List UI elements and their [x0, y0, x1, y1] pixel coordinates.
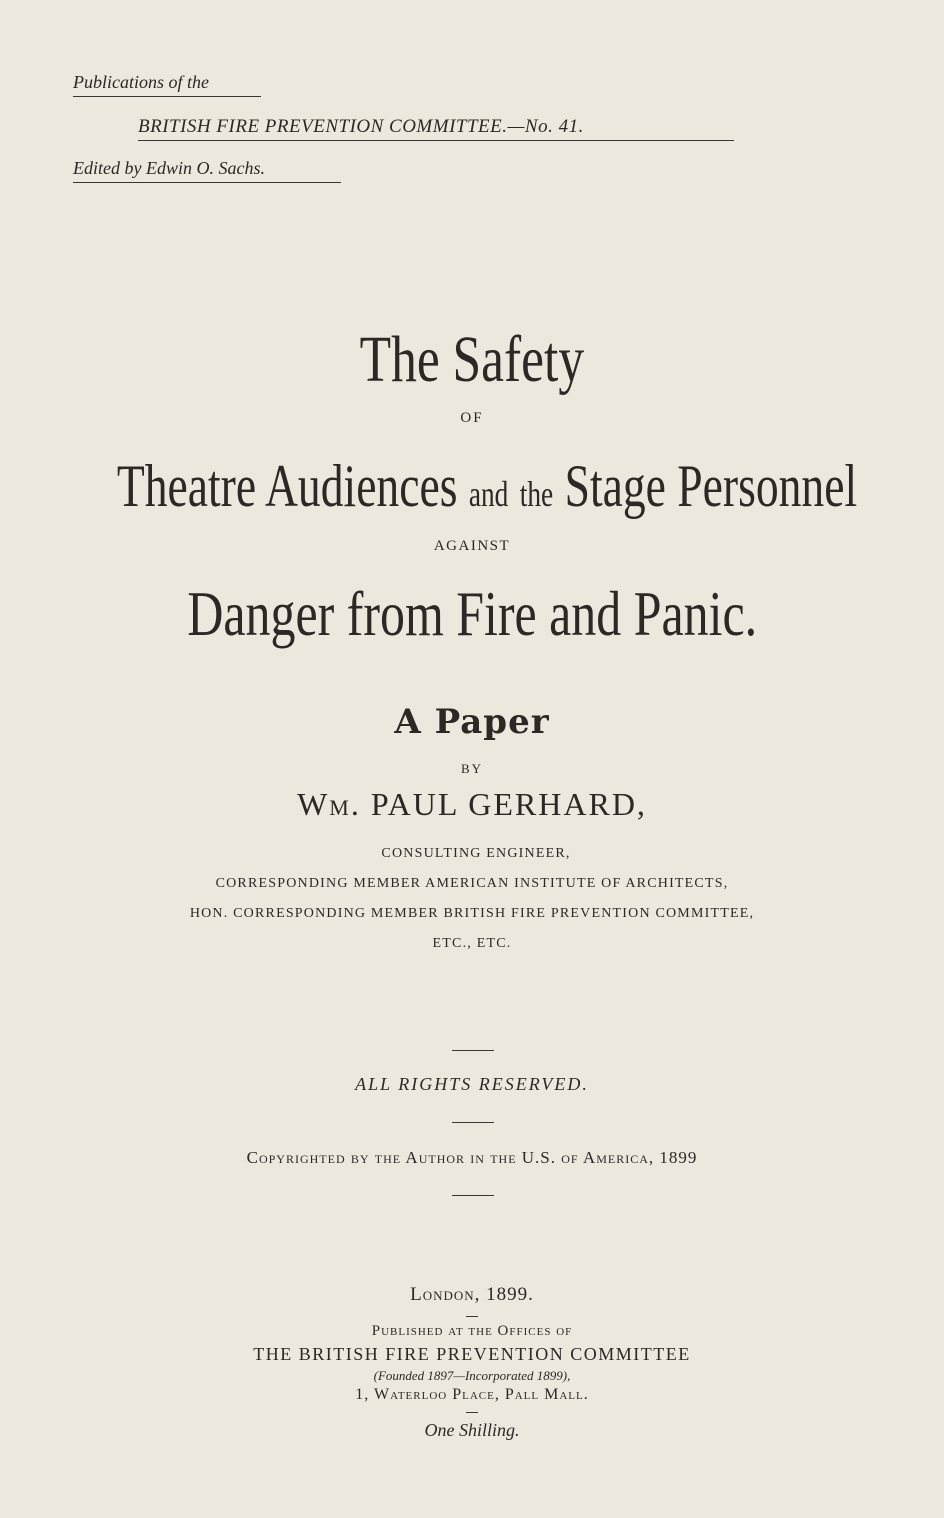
divider-4: [466, 1316, 478, 1317]
title-of: OF: [460, 410, 484, 426]
committee-line: BRITISH FIRE PREVENTION COMMITTEE.—No. 41.: [138, 116, 584, 137]
committee-underline: [138, 140, 734, 141]
divider-1: [452, 1050, 494, 1051]
rights-reserved: ALL RIGHTS RESERVED.: [355, 1074, 589, 1094]
credential-line-2: CORRESPONDING MEMBER AMERICAN INSTITUTE OF ARCHITECTS,: [215, 876, 729, 891]
title-line-3: Danger from Fire and Panic.: [187, 578, 757, 649]
title-line-2-the: the: [519, 474, 554, 514]
series-underline: [73, 96, 261, 97]
title-line-2-and: and: [468, 474, 509, 514]
copyright-line: Copyrighted by the Author in the U.S. of America, 1899: [246, 1148, 698, 1167]
editor-line: Edited by Edwin O. Sachs.: [73, 158, 265, 178]
divider-3: [452, 1195, 494, 1196]
credential-line-3: HON. CORRESPONDING MEMBER BRITISH FIRE PREVENTION COMMITTEE,: [189, 906, 755, 921]
title-line-2-part2: Stage Personnel: [564, 453, 858, 519]
imprint-publisher: THE BRITISH FIRE PREVENTION COMMITTEE: [253, 1344, 691, 1364]
divider-5: [466, 1412, 478, 1413]
title-against: AGAINST: [433, 538, 511, 554]
imprint-place-date: London, 1899.: [410, 1284, 534, 1305]
editor-underline: [73, 182, 341, 183]
author-name: Wm. PAUL GERHARD,: [297, 786, 647, 822]
imprint-address: 1, Waterloo Place, Pall Mall.: [355, 1386, 589, 1403]
series-line: Publications of the: [73, 72, 209, 92]
imprint-price: One Shilling.: [424, 1420, 520, 1440]
credential-line-1: CONSULTING ENGINEER,: [381, 846, 571, 861]
imprint-founded: (Founded 1897—Incorporated 1899),: [373, 1368, 571, 1383]
title-line-2: [0, 448, 944, 532]
title-line-2-part1: Theatre Audiences: [116, 453, 458, 519]
imprint-published-at: Published at the Offices of: [371, 1323, 573, 1339]
by-label: BY: [460, 761, 484, 776]
paper-label: A Paper: [394, 702, 550, 742]
divider-2: [452, 1122, 494, 1123]
title-line-1: The Safety: [359, 323, 585, 396]
credential-line-4: ETC., ETC.: [432, 936, 512, 951]
